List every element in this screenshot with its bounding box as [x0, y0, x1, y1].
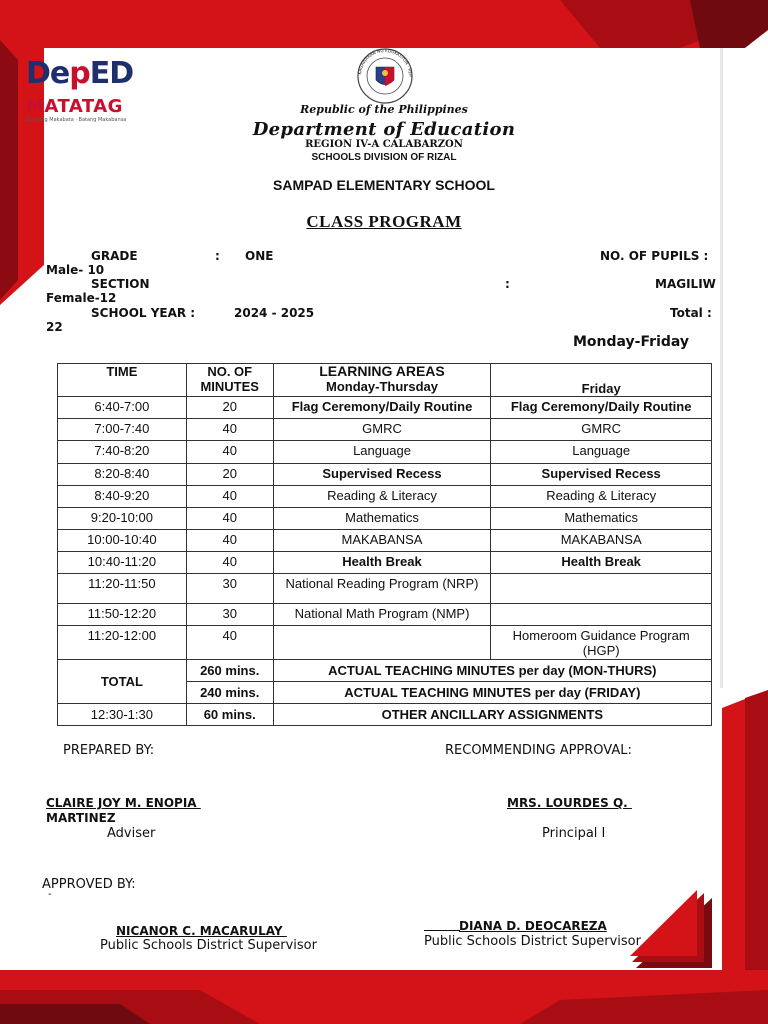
table-row [58, 397, 712, 419]
mon-thu-cell: Health Break [273, 551, 491, 573]
ancillary-time: 12:30-1:30 [58, 703, 187, 725]
table-row [58, 507, 712, 529]
principal-name: MRS. LOURDES Q. [507, 796, 632, 810]
grade-label: GRADE [91, 249, 138, 263]
principal-title: Principal I [542, 826, 606, 841]
mon-thu-cell: Mathematics [273, 507, 491, 529]
prepared-by-label: PREPARED BY: [63, 743, 155, 758]
class-program-table [57, 363, 712, 726]
mon-thu-cell: Reading & Literacy [273, 485, 491, 507]
time-cell: 11:20-11:50 [58, 574, 187, 604]
minutes-cell: 20 [186, 397, 273, 419]
school-year-value: 2024 - 2025 [234, 306, 315, 320]
time-cell: 10:40-11:20 [58, 551, 187, 573]
time-cell: 8:40-9:20 [58, 485, 187, 507]
department-name: Department of Education [252, 119, 516, 140]
matatag-wordmark: MATATAG [26, 96, 123, 117]
table-row [58, 574, 712, 604]
table-header-row [58, 364, 712, 397]
time-cell: 7:40-8:20 [58, 441, 187, 463]
total-label: TOTAL [58, 659, 187, 703]
minutes-cell: 30 [186, 574, 273, 604]
adviser-title: Adviser [107, 826, 156, 841]
adviser-name: CLAIRE JOY M. ENOPIA [46, 796, 201, 810]
pupils-label: NO. OF PUPILS : [600, 249, 709, 263]
time-cell: 6:40-7:00 [58, 397, 187, 419]
deped-torch-letter: p [69, 56, 90, 91]
table-row [58, 419, 712, 441]
minutes-header: NO. OF MINUTES [186, 364, 273, 397]
mon-thu-header [273, 364, 491, 397]
mon-thu-cell: Language [273, 441, 491, 463]
page-title: CLASS PROGRAM [306, 212, 462, 231]
minutes-cell: 40 [186, 529, 273, 551]
time-cell: 7:00-7:40 [58, 419, 187, 441]
adviser-name-line2: MARTINEZ [46, 811, 116, 825]
total-pupils-value: 22 [46, 320, 63, 334]
total-friday-text: ACTUAL TEACHING MINUTES per day (FRIDAY) [273, 681, 711, 703]
friday-cell: Flag Ceremony/Daily Routine [491, 397, 712, 419]
minutes-cell: 40 [186, 507, 273, 529]
total-friday-minutes: 240 mins. [186, 681, 273, 703]
mon-thu-cell: National Reading Program (NRP) [273, 574, 491, 604]
minutes-cell: 40 [186, 441, 273, 463]
total-monthurs-row [58, 659, 712, 681]
female-count: Female-12 [46, 291, 117, 305]
total-pupils-label: Total : [670, 306, 712, 320]
minutes-cell: 40 [186, 626, 273, 659]
friday-cell: Health Break [491, 551, 712, 573]
table-row [58, 626, 712, 659]
approved-by-label: APPROVED BY: [42, 877, 136, 892]
friday-cell: Homeroom Guidance Program (HGP) [491, 626, 712, 659]
mon-thu-cell: National Math Program (NMP) [273, 604, 491, 626]
friday-cell: Language [491, 441, 712, 463]
friday-cell: Mathematics [491, 507, 712, 529]
minutes-cell: 30 [186, 604, 273, 626]
friday-cell: Reading & Literacy [491, 485, 712, 507]
time-cell: 11:20-12:00 [58, 626, 187, 659]
logo-tagline: Bansang Makabata · Batang Makabansa [26, 117, 127, 123]
time-header: TIME [58, 364, 187, 397]
time-cell: 9:20-10:00 [58, 507, 187, 529]
total-monthurs-text: ACTUAL TEACHING MINUTES per day (MON-THURS) [273, 659, 711, 681]
ancillary-minutes: 60 mins. [186, 703, 273, 725]
friday-cell [491, 604, 712, 626]
supervisor1-name: NICANOR C. MACARULAY [116, 924, 287, 938]
minutes-cell: 40 [186, 551, 273, 573]
republic-line: Republic of the Philippines [300, 103, 468, 116]
friday-cell: Supervised Recess [491, 463, 712, 485]
table-row [58, 441, 712, 463]
friday-header: Friday [491, 364, 712, 397]
section-value: MAGILIW [655, 277, 716, 291]
ancillary-row [58, 703, 712, 725]
deped-wordmark: DepED [26, 56, 134, 91]
mon-thu-cell: Flag Ceremony/Daily Routine [273, 397, 491, 419]
mon-thu-cell: GMRC [273, 419, 491, 441]
male-count: Male- 10 [46, 263, 105, 277]
ancillary-text: OTHER ANCILLARY ASSIGNMENTS [273, 703, 711, 725]
mon-thu-cell: MAKABANSA [273, 529, 491, 551]
time-cell: 8:20-8:40 [58, 463, 187, 485]
time-cell: 10:00-10:40 [58, 529, 187, 551]
supervisor2-underline-lead [424, 930, 460, 931]
section-label: SECTION [91, 277, 150, 291]
grade-colon: : [215, 249, 220, 263]
seal-ring-text: KAGAWARAN NG EDUKASYON · REP [357, 47, 414, 77]
minutes-cell: 40 [186, 485, 273, 507]
mon-thu-cell [273, 626, 491, 659]
schedule-body [58, 397, 712, 659]
table-row [58, 485, 712, 507]
division-line: SCHOOLS DIVISION OF RIZAL [311, 152, 457, 163]
deped-seal-icon [352, 47, 418, 105]
table-row [58, 529, 712, 551]
supervisor2-title: Public Schools District Supervisor [424, 934, 641, 949]
friday-cell [491, 574, 712, 604]
mon-thu-cell: Supervised Recess [273, 463, 491, 485]
approved-by-dash: - [48, 889, 52, 900]
recommending-approval-label: RECOMMENDING APPROVAL: [445, 743, 632, 758]
table-row [58, 463, 712, 485]
table-row [58, 604, 712, 626]
schedule-days: Monday-Friday [573, 334, 690, 350]
minutes-cell: 20 [186, 463, 273, 485]
total-monthurs-minutes: 260 mins. [186, 659, 273, 681]
learning-areas-header: LEARNING AREAS [319, 363, 445, 379]
region-line: REGION IV-A CALABARZON [305, 139, 463, 150]
supervisor2-name: DIANA D. DEOCAREZA [459, 919, 607, 933]
mon-thu-label: Monday-Thursday [326, 379, 438, 394]
friday-cell: MAKABANSA [491, 529, 712, 551]
school-year-label: SCHOOL YEAR : [91, 306, 196, 320]
time-cell: 11:50-12:20 [58, 604, 187, 626]
section-colon: : [505, 277, 510, 291]
supervisor1-title: Public Schools District Supervisor [100, 938, 317, 953]
school-name: SAMPAD ELEMENTARY SCHOOL [273, 177, 495, 193]
table-row [58, 551, 712, 573]
grade-value: ONE [245, 249, 274, 263]
minutes-cell: 40 [186, 419, 273, 441]
friday-cell: GMRC [491, 419, 712, 441]
